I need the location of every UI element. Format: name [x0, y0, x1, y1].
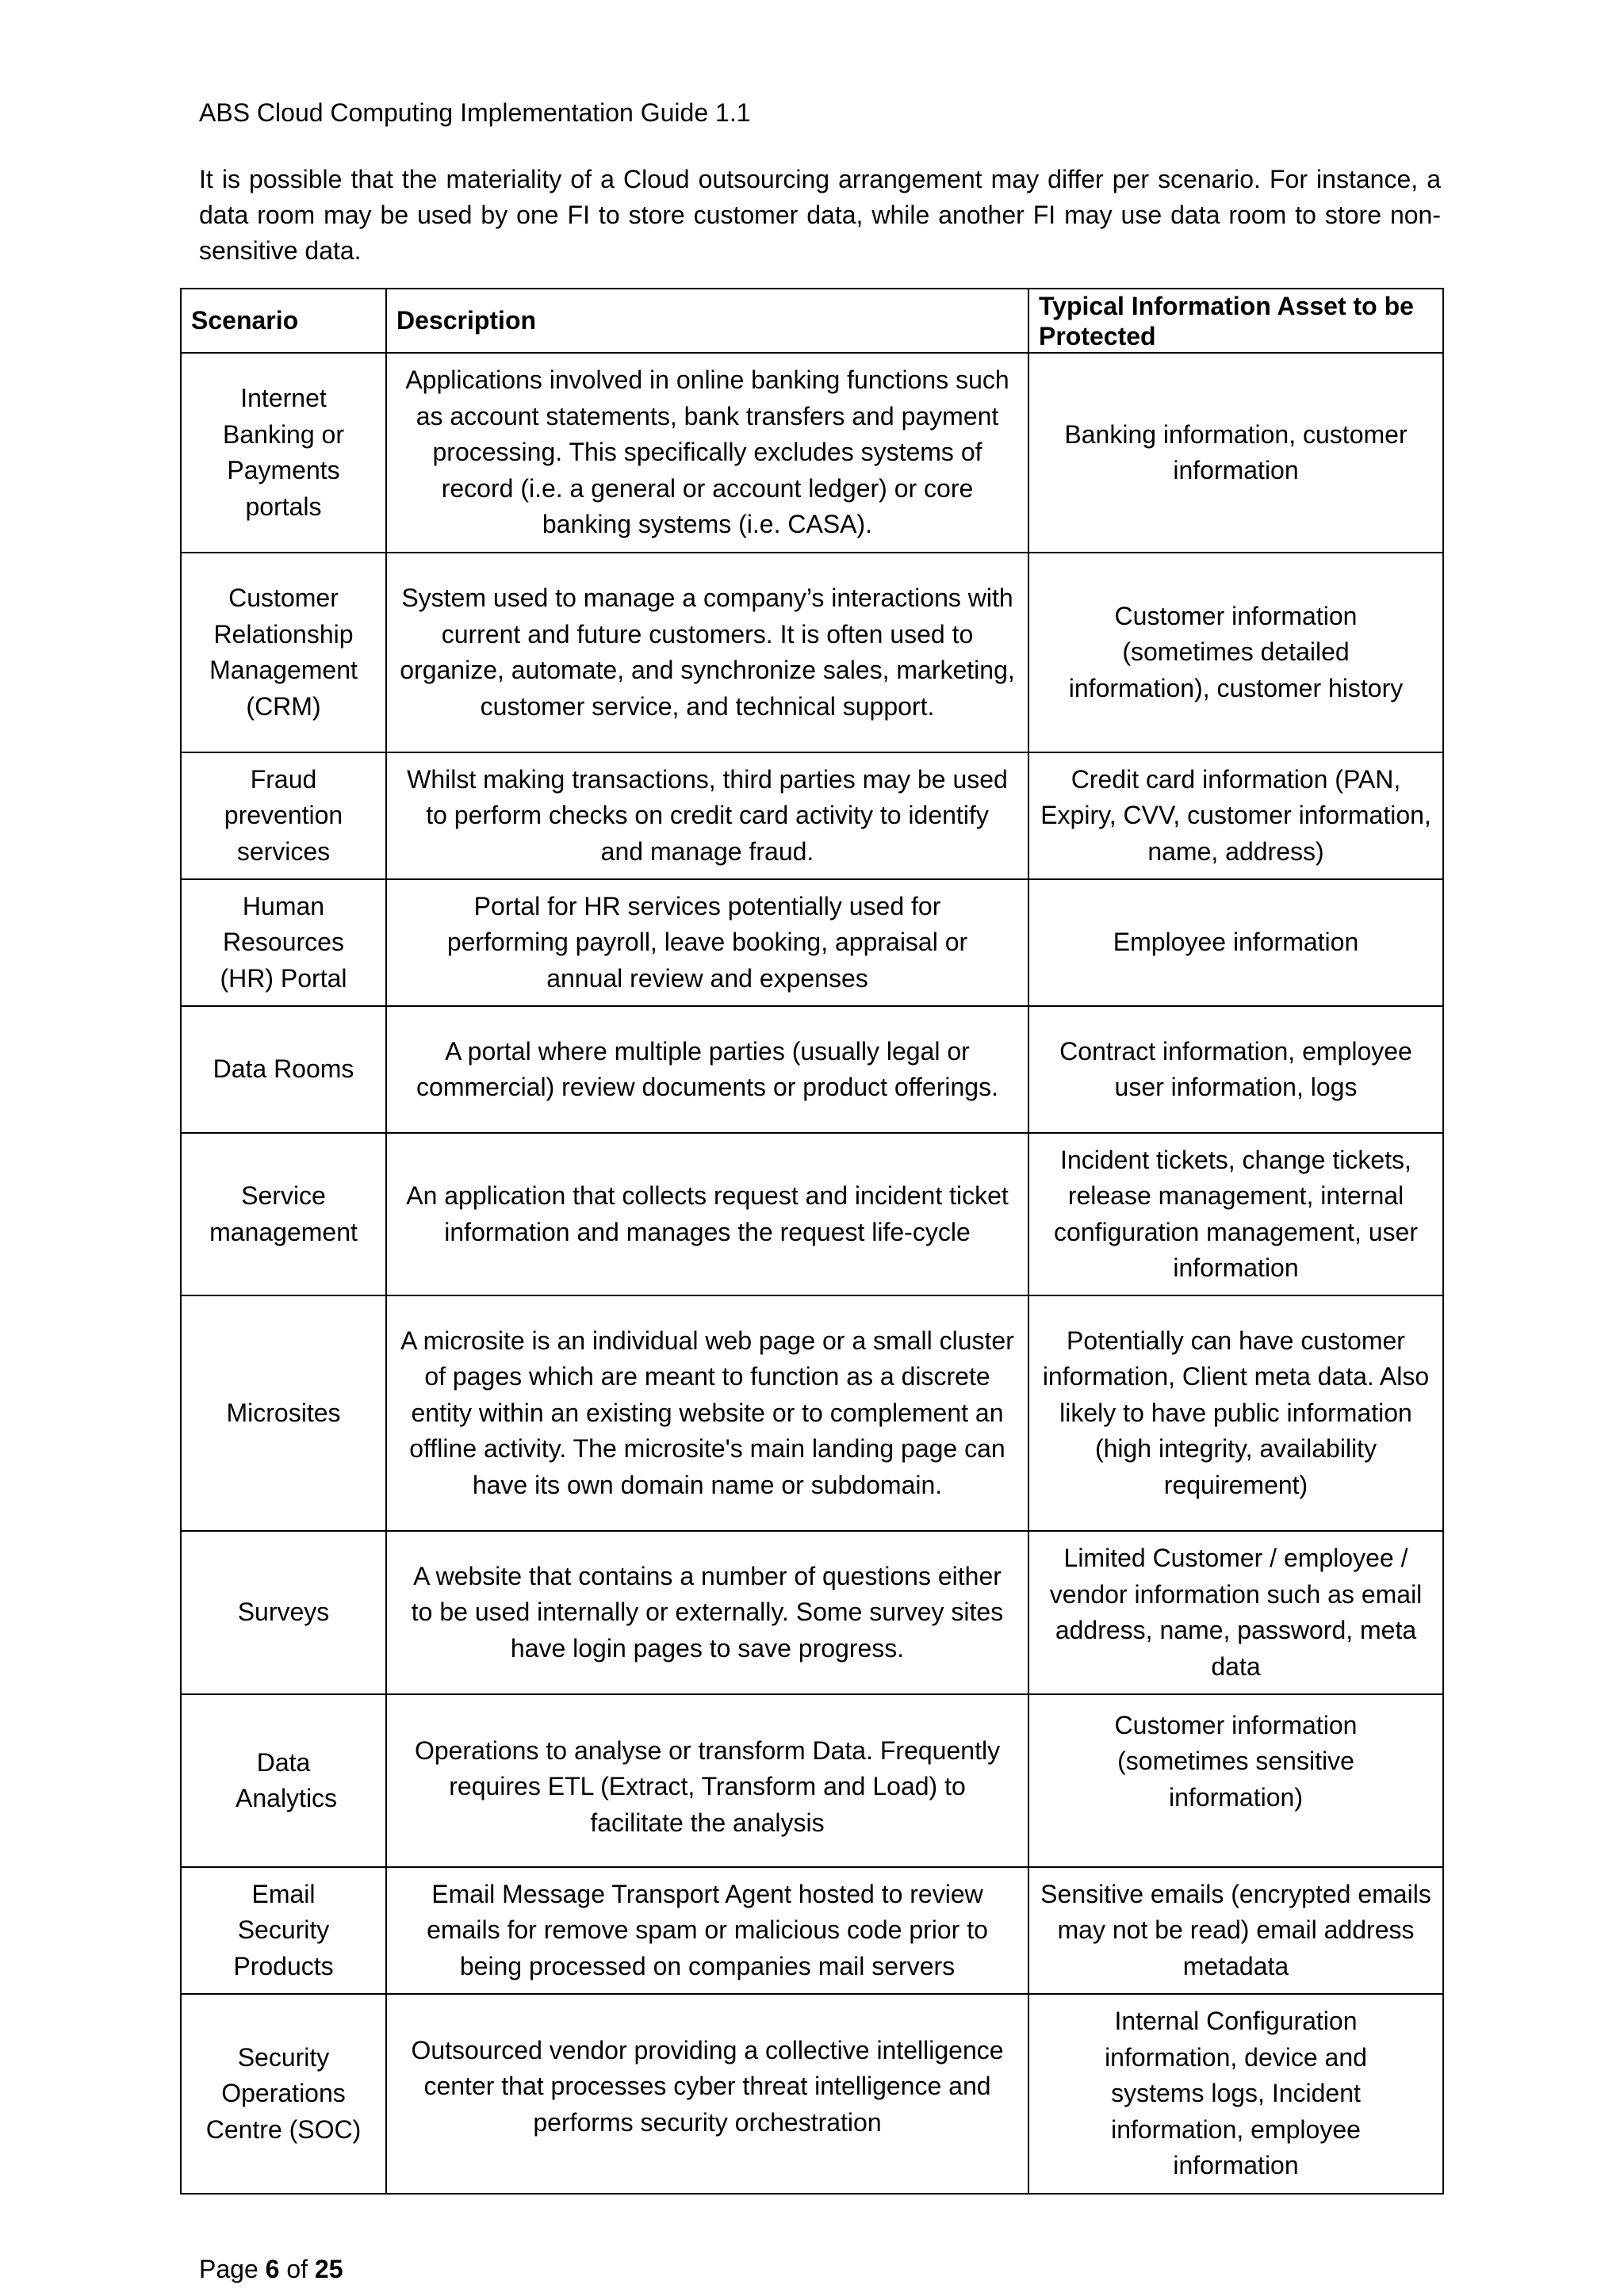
asset-cell: Internal Configuration information, device and systems logs, Incident information, employee information — [1028, 1994, 1443, 2194]
table-row — [181, 1531, 1443, 1694]
description-cell: Outsourced vendor providing a collective intelligence center that processes cyber threat intelligence and performs security orchestration — [386, 1994, 1028, 2194]
description-cell: A microsite is an individual web page or a small cluster of pages which are meant to function as a discrete entity within an existing website or to complement an offline activity. The microsite's main landing page can have its own domain name or subdomain. — [386, 1295, 1028, 1531]
asset-cell: Contract information, employee user information, logs — [1028, 1006, 1443, 1133]
table-row — [181, 1694, 1443, 1867]
description-cell: Operations to analyse or transform Data. Frequently requires ETL (Extract, Transform and Load) to facilitate the analysis — [386, 1694, 1028, 1867]
description-cell: An application that collects request and incident ticket information and manages the request life-cycle — [386, 1133, 1028, 1295]
column-header-description: Description — [386, 289, 1028, 353]
description-cell: Email Message Transport Agent hosted to review emails for remove spam or malicious code prior to being processed on companies mail servers — [386, 1867, 1028, 1994]
table-header-row — [181, 289, 1443, 353]
table-row — [181, 879, 1443, 1006]
page-separator: of — [286, 2255, 308, 2283]
scenario-table — [180, 288, 1444, 2195]
scenario-cell: Human Resources (HR) Portal — [181, 879, 386, 1006]
asset-cell: Credit card information (PAN, Expiry, CVV, customer information, name, address) — [1028, 752, 1443, 879]
description-cell: Portal for HR services potentially used for performing payroll, leave booking, appraisal or annual review and expenses — [386, 879, 1028, 1006]
scenario-cell: Email Security Products — [181, 1867, 386, 1994]
asset-cell: Customer information (sometimes sensitive information) — [1028, 1694, 1443, 1867]
scenario-cell: Data Rooms — [181, 1006, 386, 1133]
description-cell: Whilst making transactions, third parties may be used to perform checks on credit card activity to identify and manage fraud. — [386, 752, 1028, 879]
table-row — [181, 1867, 1443, 1994]
page-label: Page — [199, 2255, 259, 2283]
table-row — [181, 1133, 1443, 1295]
page-footer — [199, 2253, 343, 2285]
description-cell: A website that contains a number of questions either to be used internally or externally. Some survey sites have login pages to save progress. — [386, 1531, 1028, 1694]
table-row — [181, 752, 1443, 879]
scenario-cell: Service management — [181, 1133, 386, 1295]
table-row — [181, 1006, 1443, 1133]
scenario-cell: Microsites — [181, 1295, 386, 1531]
scenario-cell: Internet Banking or Payments portals — [181, 353, 386, 553]
table-row — [181, 1994, 1443, 2194]
scenario-cell: Fraud prevention services — [181, 752, 386, 879]
intro-paragraph: It is possible that the materiality of a Cloud outsourcing arrangement may differ per scenario. For instance, a data room may be used by one FI to store customer data, while another FI may use data room to store non-sensitive data. — [199, 165, 1441, 265]
asset-cell: Banking information, customer information — [1028, 353, 1443, 553]
scenario-cell: Customer Relationship Management (CRM) — [181, 553, 386, 752]
asset-cell: Incident tickets, change tickets, release management, internal configuration management, user information — [1028, 1133, 1443, 1295]
asset-cell: Employee information — [1028, 879, 1443, 1006]
current-page-number: 6 — [265, 2255, 280, 2283]
table-row — [181, 353, 1443, 553]
total-page-count: 25 — [314, 2255, 343, 2283]
asset-cell: Limited Customer / employee / vendor information such as email address, name, password, meta data — [1028, 1531, 1443, 1694]
description-cell: Applications involved in online banking functions such as account statements, bank transfers and payment processing. This specifically excludes systems of record (i.e. a general or account ledger) or core banking systems (i.e. CASA). — [386, 353, 1028, 553]
asset-cell: Sensitive emails (encrypted emails may not be read) email address metadata — [1028, 1867, 1443, 1994]
table-row — [181, 1295, 1443, 1531]
scenario-cell: Data Analytics — [181, 1694, 386, 1867]
asset-cell: Potentially can have customer information, Client meta data. Also likely to have public information (high integrity, availability requirement) — [1028, 1295, 1443, 1531]
column-header-scenario: Scenario — [181, 289, 386, 353]
scenario-cell: Security Operations Centre (SOC) — [181, 1994, 386, 2194]
column-header-asset: Typical Information Asset to be Protected — [1028, 289, 1443, 353]
table-row — [181, 553, 1443, 752]
description-cell: A portal where multiple parties (usually legal or commercial) review documents or product offerings. — [386, 1006, 1028, 1133]
scenario-cell: Surveys — [181, 1531, 386, 1694]
asset-cell: Customer information (sometimes detailed information), customer history — [1028, 553, 1443, 752]
document-header: ABS Cloud Computing Implementation Guide 1.1 — [199, 98, 751, 127]
description-cell: System used to manage a company’s interactions with current and future customers. It is often used to organize, automate, and synchronize sales, marketing, customer service, and technical support. — [386, 553, 1028, 752]
